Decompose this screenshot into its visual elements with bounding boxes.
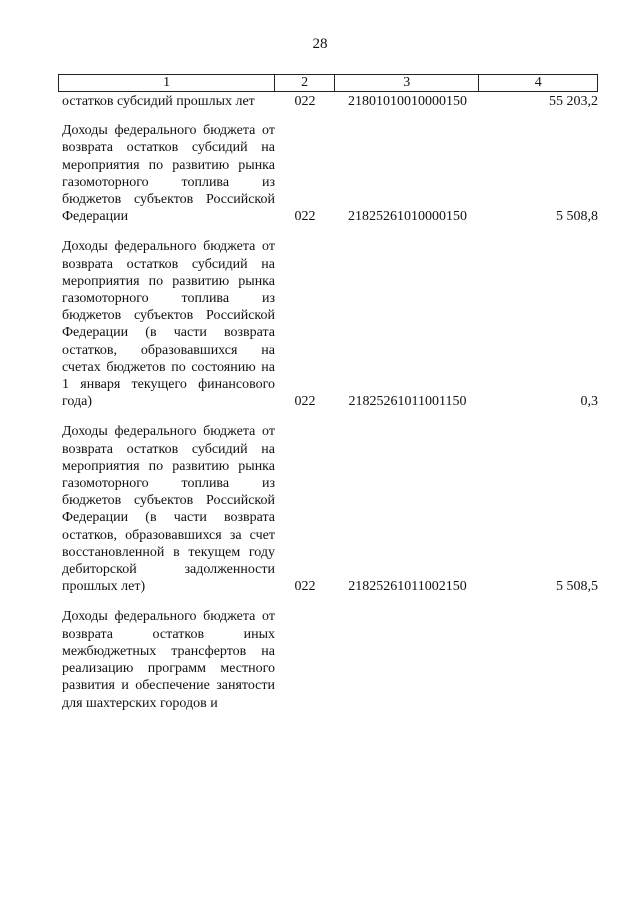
row-admin-code: 022 xyxy=(294,209,316,225)
header-col-2: 2 xyxy=(275,75,335,91)
header-col-3: 3 xyxy=(335,75,479,91)
header-col-1: 1 xyxy=(59,75,275,91)
table-row xyxy=(58,608,598,711)
row-amount: 5 508,5 xyxy=(556,579,598,595)
row-admin-code: 022 xyxy=(294,579,316,595)
table-row xyxy=(58,423,598,595)
row-description: Доходы федерального бюджета от возврата остатков субсидий на мероприятия по развитию рынка газомоторного топлива из бюджетов субъектов Российской Федерации (в части возврата остатков, образовавшихся на счетах бюджетов по состоянию на 1 января текущего финансового года) xyxy=(62,239,275,410)
header-col-4: 4 xyxy=(534,75,542,90)
table-row xyxy=(58,93,598,110)
row-admin-code: 022 xyxy=(294,394,316,410)
table-header xyxy=(58,74,598,92)
table-row xyxy=(58,238,598,410)
table-body xyxy=(58,93,598,712)
table-row xyxy=(58,122,598,225)
row-admin-code: 022 xyxy=(294,94,316,109)
row-budget-code: 21825261011002150 xyxy=(348,579,467,595)
row-budget-code: 21825261011001150 xyxy=(348,394,467,410)
row-amount: 5 508,8 xyxy=(556,209,598,225)
row-amount: 0,3 xyxy=(580,394,598,410)
row-budget-code: 21825261010000150 xyxy=(348,209,467,225)
row-description: остатков субсидий прошлых лет xyxy=(62,94,255,109)
page-number: 28 xyxy=(312,36,328,52)
row-description: Доходы федерального бюджета от возврата остатков субсидий на мероприятия по развитию рынка газомоторного топлива из бюджетов субъектов Российской Федерации xyxy=(62,123,275,225)
row-budget-code: 21801010010000150 xyxy=(348,94,467,109)
row-description: Доходы федерального бюджета от возврата остатков субсидий на мероприятия по развитию рынка газомоторного топлива из бюджетов субъектов Российской Федерации (в части возврата остатков, образовавшихся за счет восстановленной в текущем году дебиторской задолженности прошлых лет) xyxy=(62,424,275,595)
row-amount: 55 203,2 xyxy=(549,94,598,109)
row-description: Доходы федерального бюджета от возврата остатков иных межбюджетных трансфертов на реализацию программ местного развития и обеспечение занятости для шахтерских городов и xyxy=(62,609,275,711)
